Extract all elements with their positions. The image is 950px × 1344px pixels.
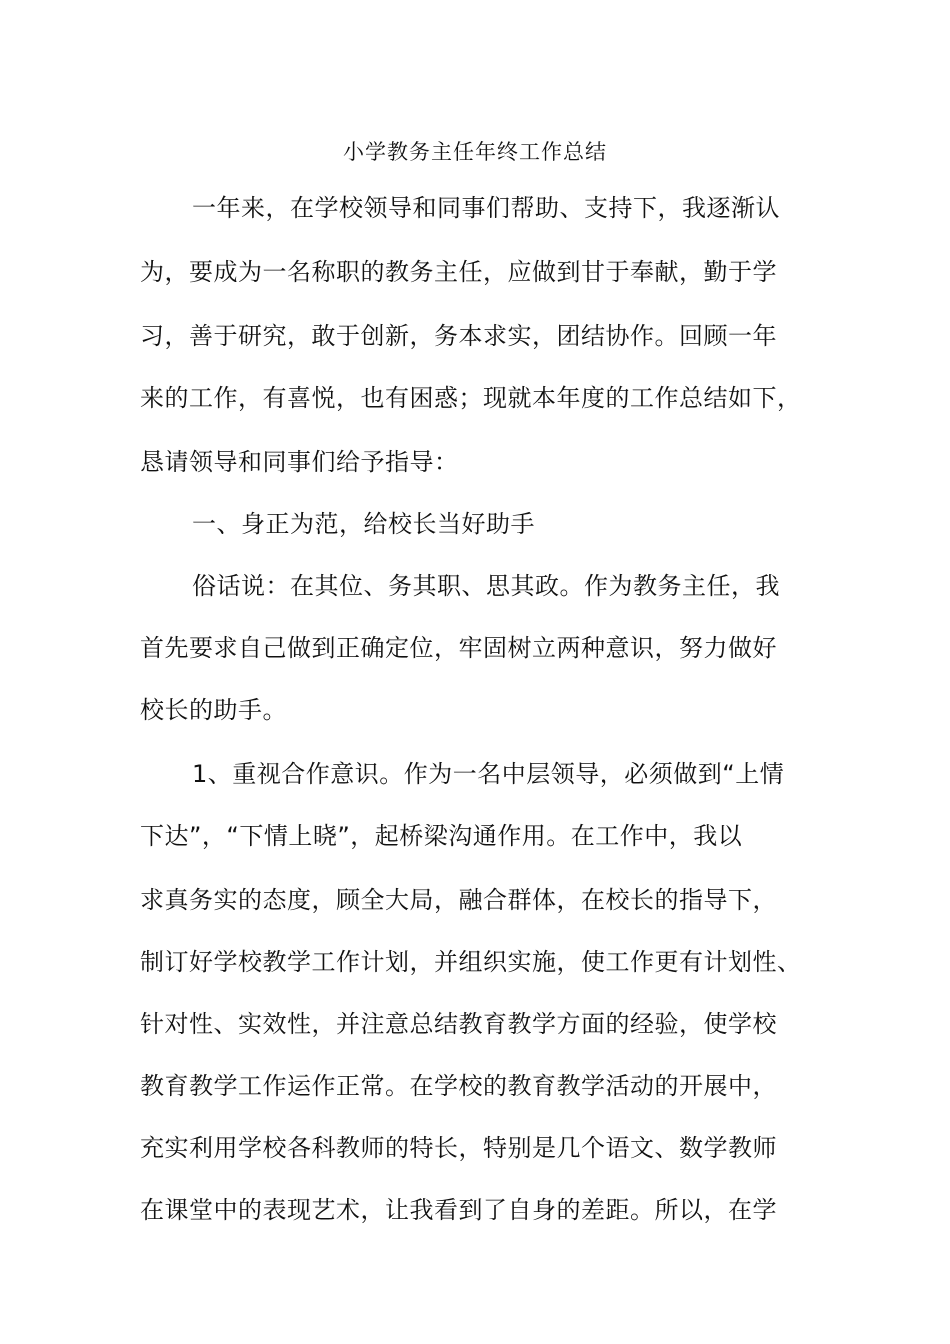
paragraph-line: 恳请领导和同事们给予指导： bbox=[140, 448, 459, 476]
paragraph-line: 为，要成为一名称职的教务主任，应做到甘于奉献，勤于学 bbox=[140, 258, 777, 286]
paragraph-line: 习，善于研究，敢于创新，务本求实，团结协作。回顾一年 bbox=[140, 322, 777, 350]
paragraph-line: 制订好学校教学工作计划，并组织实施，使工作更有计划性、 bbox=[140, 948, 802, 976]
paragraph-line: 俗话说：在其位、务其职、思其政。作为教务主任，我 bbox=[192, 572, 780, 600]
paragraph-line: 充实利用学校各科教师的特长，特别是几个语文、数学教师 bbox=[140, 1134, 777, 1162]
paragraph-line: 在课堂中的表现艺术，让我看到了自身的差距。所以，在学 bbox=[140, 1196, 777, 1224]
paragraph-line: 一年来，在学校领导和同事们帮助、支持下，我逐渐认 bbox=[192, 194, 780, 222]
paragraph-line: 教育教学工作运作正常。在学校的教育教学活动的开展中， bbox=[140, 1072, 777, 1100]
paragraph-line: 1、重视合作意识。作为一名中层领导，必须做到“上情 bbox=[192, 760, 785, 788]
paragraph-line: 针对性、实效性，并注意总结教育教学方面的经验，使学校 bbox=[140, 1010, 777, 1038]
paragraph-line: 求真务实的态度，顾全大局，融合群体，在校长的指导下， bbox=[140, 886, 777, 914]
section-heading: 一、身正为范，给校长当好助手 bbox=[192, 510, 535, 538]
document-title: 小学教务主任年终工作总结 bbox=[343, 140, 607, 164]
paragraph-line: 首先要求自己做到正确定位，牢固树立两种意识，努力做好 bbox=[140, 634, 777, 662]
paragraph-line: 来的工作，有喜悦，也有困惑；现就本年度的工作总结如下， bbox=[140, 384, 802, 412]
paragraph-line: 校长的助手。 bbox=[140, 696, 287, 724]
paragraph-line: 下达”，“下情上晓”，起桥梁沟通作用。在工作中，我以 bbox=[140, 822, 743, 850]
